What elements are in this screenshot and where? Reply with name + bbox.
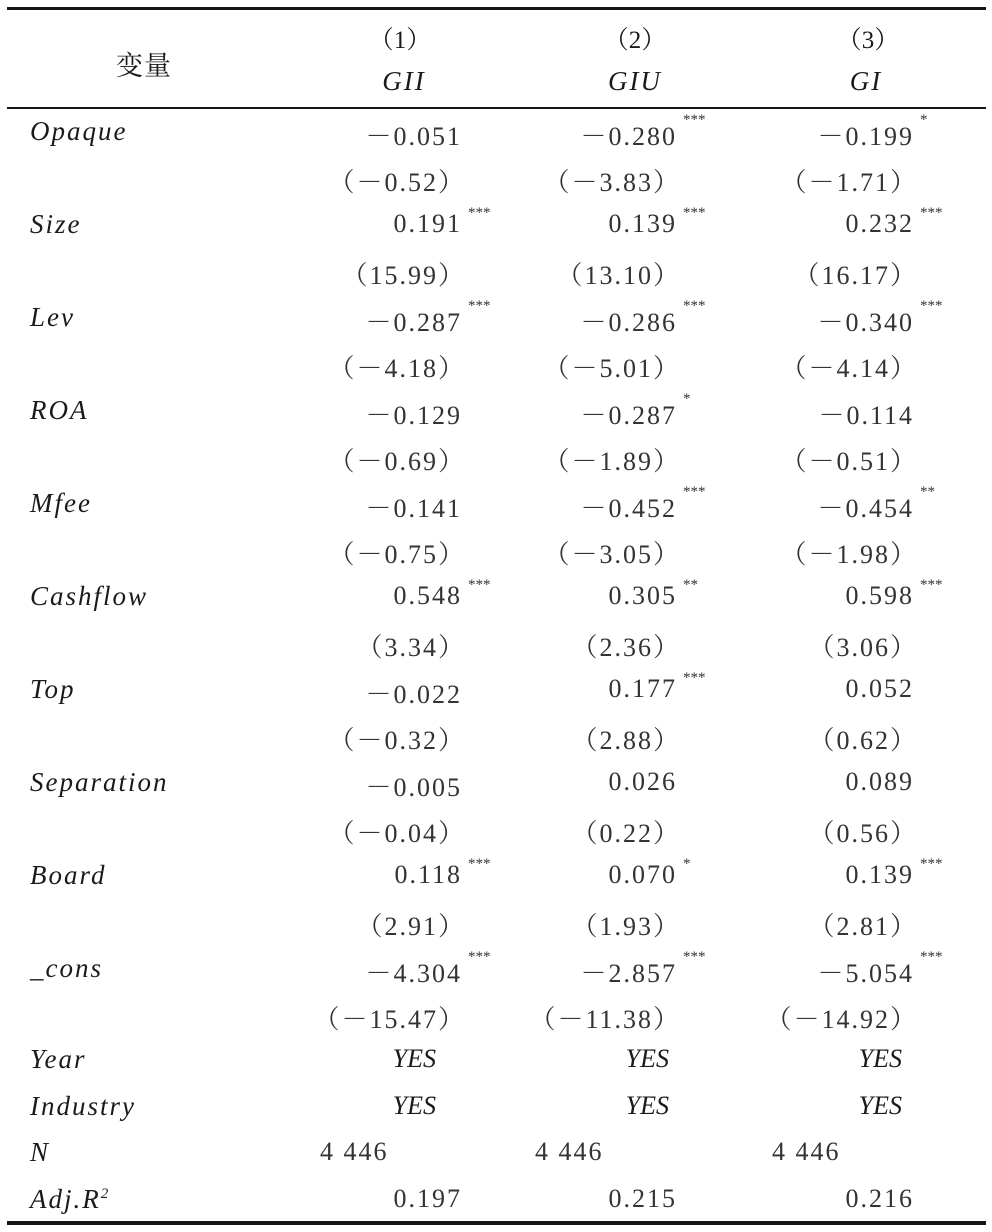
t-statistic-col-3: （－1.71） xyxy=(780,168,918,197)
coefficient-col-3: －0.454 xyxy=(817,494,914,523)
table-row-tstat xyxy=(0,251,992,297)
table-row-tstat xyxy=(0,995,992,1041)
cell-industry-1: YES xyxy=(392,1091,436,1120)
coefficient-col-2: －0.287 xyxy=(580,401,677,430)
coefficient-col-2: 0.070 xyxy=(608,860,677,889)
coefficient-col-2: －0.280 xyxy=(580,122,677,151)
table-row-tstat xyxy=(0,623,992,669)
row-label: Size xyxy=(30,209,82,239)
coefficient-col-3: 0.598 xyxy=(845,581,914,610)
column-dep-1: GII xyxy=(382,66,426,96)
column-dep-2: GIU xyxy=(608,66,662,96)
coefficient-col-2: －0.286 xyxy=(580,308,677,337)
table-row-tstat xyxy=(0,344,992,390)
coefficient-col-1: －0.141 xyxy=(365,494,462,523)
row-label: Lev xyxy=(30,302,75,332)
t-statistic-col-3: （3.06） xyxy=(808,633,918,662)
table-row xyxy=(0,577,992,623)
significance-stars-col-1: *** xyxy=(468,205,491,221)
coefficient-col-3: 0.089 xyxy=(845,767,914,796)
significance-stars-col-3: *** xyxy=(920,205,943,221)
t-statistic-col-2: （0.22） xyxy=(571,819,681,848)
coefficient-col-1: －0.005 xyxy=(365,773,462,802)
cell-industry-3: YES xyxy=(858,1091,902,1120)
coefficient-col-2: 0.305 xyxy=(608,581,677,610)
t-statistic-col-2: （－11.38） xyxy=(529,1005,681,1034)
column-number-1: （1） xyxy=(368,27,432,54)
t-statistic-col-1: （15.99） xyxy=(341,261,466,290)
coefficient-col-1: 0.191 xyxy=(393,209,462,238)
significance-stars-col-3: *** xyxy=(920,949,943,965)
table-row-n xyxy=(0,1133,992,1179)
coefficient-col-2: 0.139 xyxy=(608,209,677,238)
row-label: ROA xyxy=(30,395,89,425)
significance-stars-col-3: *** xyxy=(920,856,943,872)
table-row xyxy=(0,484,992,530)
column-number-3: （3） xyxy=(836,27,900,54)
t-statistic-col-2: （－5.01） xyxy=(543,354,681,383)
row-label: Top xyxy=(30,674,76,704)
t-statistic-col-3: （0.62） xyxy=(808,726,918,755)
t-statistic-col-3: （－14.92） xyxy=(765,1005,918,1034)
table-row xyxy=(0,763,992,809)
t-statistic-col-2: （2.88） xyxy=(571,726,681,755)
t-statistic-col-2: （13.10） xyxy=(556,261,681,290)
significance-stars-col-1: *** xyxy=(468,577,491,593)
significance-stars-col-2: *** xyxy=(683,670,706,686)
t-statistic-col-1: （－4.18） xyxy=(328,354,466,383)
t-statistic-col-3: （16.17） xyxy=(793,261,918,290)
table-row-tstat xyxy=(0,809,992,855)
cell-adjr2-1: 0.197 xyxy=(393,1184,462,1213)
significance-stars-col-2: *** xyxy=(683,484,706,500)
column-number-2: （2） xyxy=(603,27,667,54)
t-statistic-col-1: （－0.69） xyxy=(328,447,466,476)
coefficient-col-1: －0.287 xyxy=(365,308,462,337)
table-row-tstat xyxy=(0,530,992,576)
table-row-adjr2 xyxy=(0,1180,992,1226)
row-label: Opaque xyxy=(30,116,128,146)
coefficient-col-2: 0.177 xyxy=(608,674,677,703)
significance-stars-col-3: *** xyxy=(920,298,943,314)
coefficient-col-2: 0.026 xyxy=(608,767,677,796)
t-statistic-col-1: （－15.47） xyxy=(313,1005,466,1034)
table-row xyxy=(0,205,992,251)
significance-stars-col-2: * xyxy=(683,391,691,407)
coefficient-col-1: －0.129 xyxy=(365,401,462,430)
top-rule xyxy=(7,7,986,10)
t-statistic-col-1: （－0.52） xyxy=(328,168,466,197)
table-row-year xyxy=(0,1040,992,1086)
cell-year-1: YES xyxy=(392,1044,436,1073)
t-statistic-col-3: （2.81） xyxy=(808,912,918,941)
row-label: Year xyxy=(30,1044,87,1074)
table-row-tstat xyxy=(0,716,992,762)
row-label: Industry xyxy=(30,1091,136,1121)
coefficient-col-1: －0.051 xyxy=(365,122,462,151)
table-row-tstat xyxy=(0,158,992,204)
cell-industry-2: YES xyxy=(625,1091,669,1120)
t-statistic-col-2: （－1.89） xyxy=(543,447,681,476)
t-statistic-col-3: （－1.98） xyxy=(780,540,918,569)
coefficient-col-3: －0.199 xyxy=(817,122,914,151)
t-statistic-col-1: （－0.32） xyxy=(328,726,466,755)
significance-stars-col-2: *** xyxy=(683,298,706,314)
t-statistic-col-3: （－0.51） xyxy=(780,447,918,476)
coefficient-col-1: 0.548 xyxy=(393,581,462,610)
row-label: Mfee xyxy=(30,488,92,518)
coefficient-col-3: －0.340 xyxy=(817,308,914,337)
coefficient-col-1: 0.118 xyxy=(394,860,462,889)
bottom-rule xyxy=(7,1221,986,1225)
cell-year-3: YES xyxy=(858,1044,902,1073)
coefficient-col-3: 0.232 xyxy=(845,209,914,238)
coefficient-col-3: －5.054 xyxy=(817,959,914,988)
coefficient-col-1: －4.304 xyxy=(365,959,462,988)
t-statistic-col-1: （2.91） xyxy=(356,912,466,941)
header-rule xyxy=(7,107,986,109)
t-statistic-col-1: （－0.75） xyxy=(328,540,466,569)
cell-adjr2-2: 0.215 xyxy=(608,1184,677,1213)
table-row xyxy=(0,298,992,344)
row-label: Cashflow xyxy=(30,581,149,611)
coefficient-col-2: －2.857 xyxy=(580,959,677,988)
table-row xyxy=(0,112,992,158)
t-statistic-col-2: （2.36） xyxy=(571,633,681,662)
significance-stars-col-3: *** xyxy=(920,577,943,593)
variable-header: 变量 xyxy=(116,51,172,81)
coefficient-col-3: －0.114 xyxy=(818,401,914,430)
cell-year-2: YES xyxy=(625,1044,669,1073)
significance-stars-col-2: *** xyxy=(683,112,706,128)
t-statistic-col-3: （0.56） xyxy=(808,819,918,848)
significance-stars-col-1: *** xyxy=(468,949,491,965)
significance-stars-col-3: ** xyxy=(920,484,935,500)
significance-stars-col-1: *** xyxy=(468,298,491,314)
row-label: Separation xyxy=(30,767,169,797)
cell-n-1: 4 446 xyxy=(320,1137,389,1166)
t-statistic-col-1: （3.34） xyxy=(356,633,466,662)
table-row-industry xyxy=(0,1087,992,1133)
coefficient-col-1: －0.022 xyxy=(365,680,462,709)
table-row xyxy=(0,391,992,437)
significance-stars-col-2: * xyxy=(683,856,691,872)
table-row-tstat xyxy=(0,437,992,483)
t-statistic-col-2: （－3.05） xyxy=(543,540,681,569)
cell-adjr2-3: 0.216 xyxy=(845,1184,914,1213)
t-statistic-col-2: （1.93） xyxy=(571,912,681,941)
table-row xyxy=(0,856,992,902)
coefficient-col-2: －0.452 xyxy=(580,494,677,523)
coefficient-col-3: 0.139 xyxy=(845,860,914,889)
significance-stars-col-2: *** xyxy=(683,205,706,221)
column-dep-3: GI xyxy=(849,66,883,96)
row-label: N xyxy=(30,1137,51,1167)
row-label: Board xyxy=(30,860,107,890)
significance-stars-col-1: *** xyxy=(468,856,491,872)
table-row-tstat xyxy=(0,902,992,948)
t-statistic-col-2: （－3.83） xyxy=(543,168,681,197)
cell-n-2: 4 446 xyxy=(535,1137,604,1166)
significance-stars-col-2: ** xyxy=(683,577,698,593)
row-label: $Adj.R^2$ xyxy=(30,1184,111,1214)
row-label: _cons xyxy=(30,953,103,983)
table-row xyxy=(0,670,992,716)
t-statistic-col-1: （－0.04） xyxy=(328,819,466,848)
cell-n-3: 4 446 xyxy=(772,1137,841,1166)
table-row xyxy=(0,949,992,995)
coefficient-col-3: 0.052 xyxy=(845,674,914,703)
significance-stars-col-3: * xyxy=(920,112,928,128)
significance-stars-col-2: *** xyxy=(683,949,706,965)
t-statistic-col-3: （－4.14） xyxy=(780,354,918,383)
